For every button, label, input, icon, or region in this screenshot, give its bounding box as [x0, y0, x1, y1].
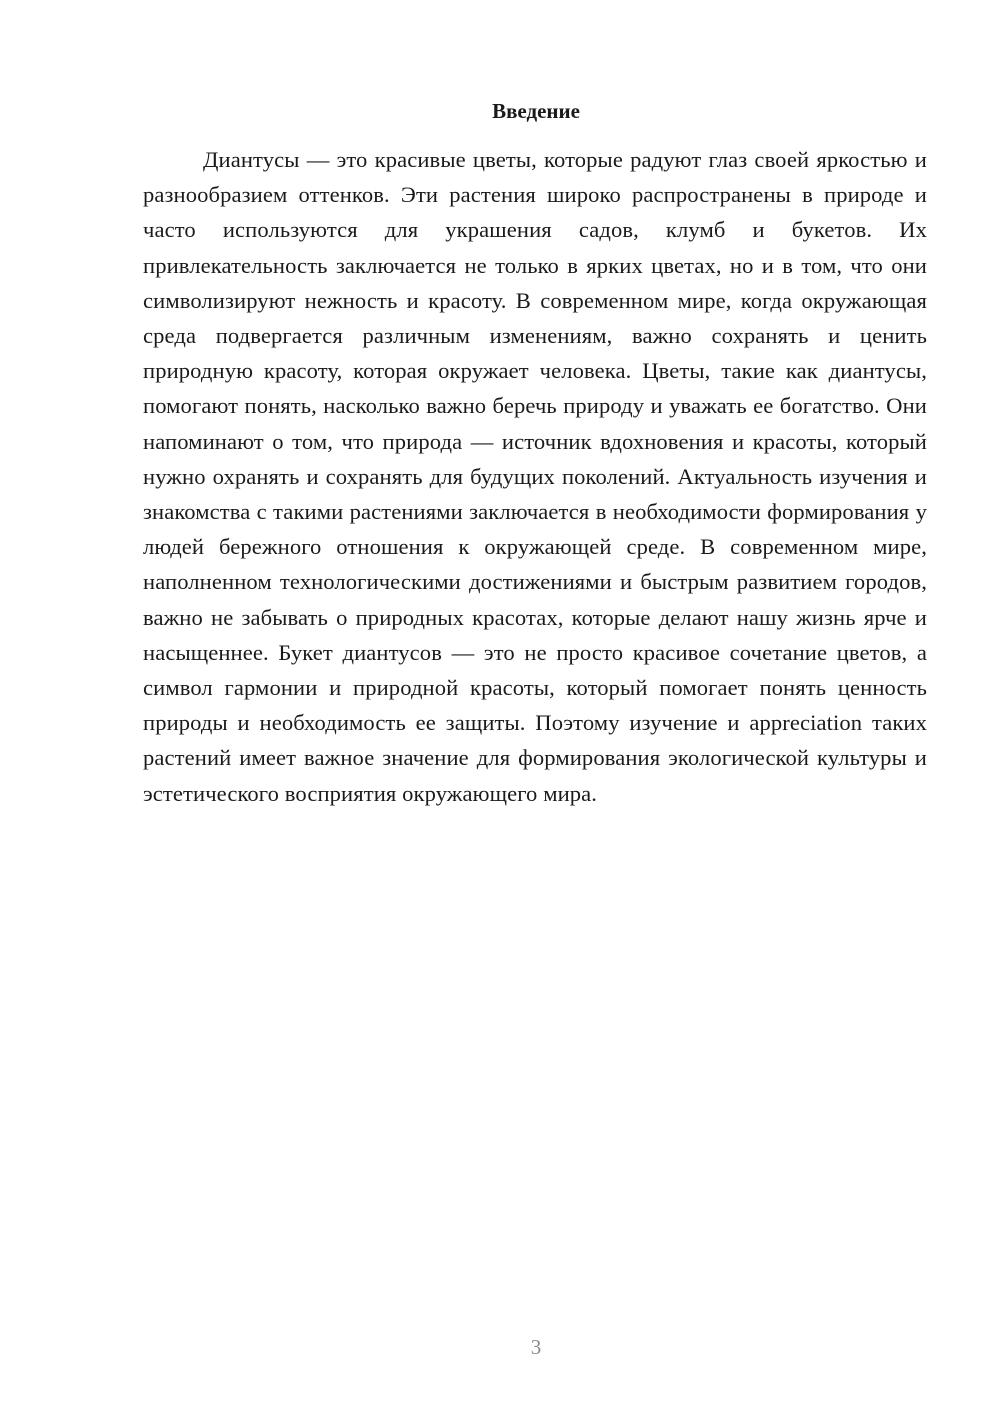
body-paragraph: Диантусы — это красивые цветы, которые радуют глаз своей яркостью и разнообразием оттенков. Эти растения широко распространены в природе и часто используются для украшения садов, клумб и букетов. Их привлекательность заключается не только в ярких цветах, но и в том, что они символизируют нежность и красоту. В современном мире, когда окружающая среда подвергается различным изменениям, важно сохранять и ценить природную красоту, которая окружает человека. Цветы, такие как диантусы, помогают понять, насколько важно беречь природу и уважать ее богатство. Они напоминают о том, что природа — источник вдохновения и красоты, который нужно охранять и сохранять для будущих поколений. Актуальность изучения и знакомства с такими растениями заключается в необходимости формирования у людей бережного отношения к окружающей среде. В современном мире, наполненном технологическими достижениями и быстрым развитием городов, важно не забывать о природных красотах, которые делают нашу жизнь ярче и насыщеннее. Букет диантусов — это не просто красивое сочетание цветов, а символ гармонии и природной красоты, который помогает понять ценность природы и необходимость ее защиты. Поэтому изучение и appreciation таких растений имеет важное значение для формирования экологической культуры и эстетического восприятия окружающего мира.	[143, 147, 927, 806]
page-number: 3	[530, 1335, 542, 1359]
section-heading: Введение	[492, 99, 580, 123]
